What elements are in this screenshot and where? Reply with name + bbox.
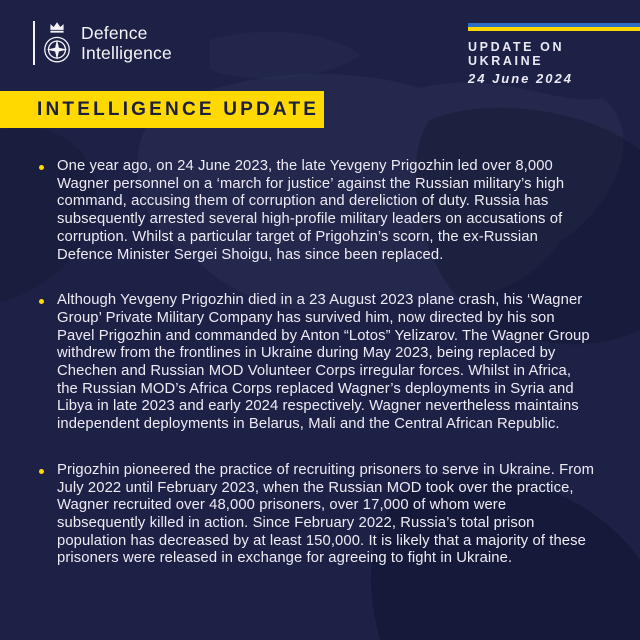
bullet-list (39, 158, 596, 596)
logo-divider (33, 21, 35, 65)
bullet-text-1: One year ago, on 24 June 2023, the late Yevgeny Prigozhin led over 8,000 Wagner personnel on a ‘march for justice’ against the Russian military’s high command, accusing them of corruption and dereliction of duty. Russia has subsequently arrested several high-profile military leaders on accusations of corruption. Whilst a particular target of Prigohzin’s scorn, the ex-Russian Defence Minister Sergei Shoigu, has since been replaced. (57, 158, 565, 263)
defence-intelligence-logo (33, 20, 172, 66)
bullet-dot (39, 469, 44, 474)
update-date: 24 June 2024 (468, 71, 573, 86)
list-item (39, 158, 596, 264)
logo-text (81, 23, 172, 63)
bullet-dot (39, 299, 44, 304)
list-item (39, 292, 596, 434)
logo-line2: Intelligence (81, 43, 172, 63)
bullet-dot (39, 165, 44, 170)
list-item (39, 462, 596, 568)
bullet-text-2: Although Yevgeny Prigozhin died in a 23 August 2023 plane crash, his ‘Wagner Group’ Private Military Company has survived him, now directed by his son Pavel Prigozhin and commanded by Anton “Lotos” Yelizarov. The Wagner Group withdrew from the frontlines in Ukraine during May 2023, being replaced by Chechen and Russian MOD Volunteer Corps irregular forces. Whilst in Africa, the Russian MOD’s Africa Corps replaced Wagner’s deployments in Syria and Libya in late 2023 and early 2024 respectively. Wagner nevertheless maintains independent deployments in Belarus, Mali and the Central African Republic. (57, 292, 590, 433)
update-on-ukraine-label: UPDATE ON UKRAINE (468, 40, 565, 68)
intelligence-update-banner (0, 91, 324, 128)
di-crest-icon (41, 20, 73, 66)
flag-yellow-stripe (468, 27, 640, 31)
ukraine-flag-icon (468, 23, 640, 31)
bullet-text-3: Prigozhin pioneered the practice of recruiting prisoners to serve in Ukraine. From July 2022 until February 2023, when the Russian MOD took over the practice, Wagner recruited over 48,000 prisoners, over 17,000 of whom were subsequently killed in action. Since February 2022, Russia’s total prison population has decreased by at least 150,000. It is likely that a majority of these prisoners were released in exchange for agreeing to fight in Ukraine. (57, 461, 595, 567)
logo-line1: Defence (81, 23, 148, 43)
update-block (468, 23, 640, 86)
banner-label: INTELLIGENCE UPDATE (37, 98, 320, 120)
